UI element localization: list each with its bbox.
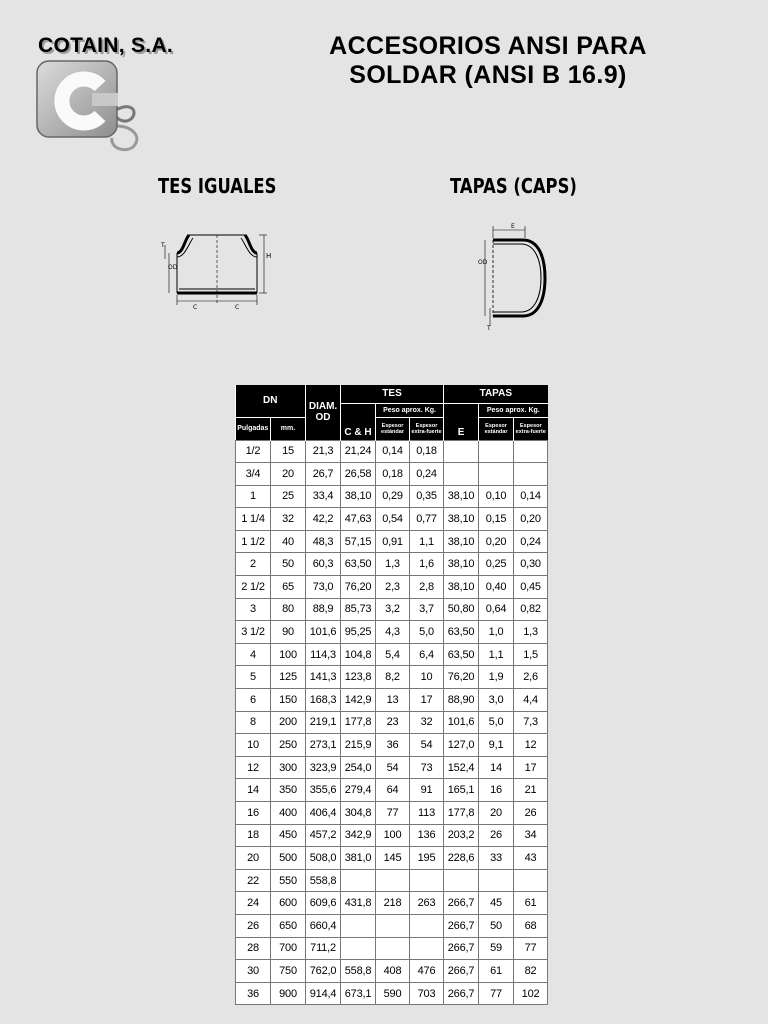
- cell-tes-estandar: 590: [376, 982, 410, 1005]
- tee-label-c2: C: [235, 304, 240, 311]
- cell-tapas-estandar: 3,0: [479, 689, 514, 712]
- cell-pulgadas: 12: [236, 756, 271, 779]
- cell-tes-extra: [410, 937, 444, 960]
- cell-tes-estandar: 0,18: [376, 463, 410, 486]
- cell-diam-od: 508,0: [306, 847, 341, 870]
- cell-tes-extra: 6,4: [410, 643, 444, 666]
- cell-tes-ch: 177,8: [341, 711, 376, 734]
- cell-tes-estandar: 23: [376, 711, 410, 734]
- header-tapas-estandar-l1: Espesor: [485, 422, 507, 429]
- cell-tes-ch: 47,63: [341, 508, 376, 531]
- cell-tes-extra: 1,1: [410, 530, 444, 553]
- cell-tapas-extra: 34: [514, 824, 548, 847]
- cell-diam-od: 101,6: [306, 621, 341, 644]
- cell-pulgadas: 6: [236, 689, 271, 712]
- cell-tes-extra: 0,18: [410, 440, 444, 463]
- cell-tapas-extra: 43: [514, 847, 548, 870]
- cell-diam-od: 323,9: [306, 756, 341, 779]
- cell-pulgadas: 18: [236, 824, 271, 847]
- cell-diam-od: 114,3: [306, 643, 341, 666]
- cell-tapas-e: 266,7: [444, 982, 479, 1005]
- cell-tes-ch: 254,0: [341, 756, 376, 779]
- cell-mm: 500: [271, 847, 306, 870]
- cell-pulgadas: 2 1/2: [236, 576, 271, 599]
- cell-tapas-extra: 0,45: [514, 576, 548, 599]
- cell-tes-extra: 17: [410, 689, 444, 712]
- header-tapas-estandar-l2: estándar: [484, 428, 508, 435]
- cell-mm: 450: [271, 824, 306, 847]
- header-diam-line1: DIAM.: [308, 401, 338, 413]
- cell-tes-ch: 558,8: [341, 960, 376, 983]
- cell-tapas-estandar: 33: [479, 847, 514, 870]
- cell-tes-estandar: 0,14: [376, 440, 410, 463]
- cell-mm: 550: [271, 869, 306, 892]
- cell-diam-od: 457,2: [306, 824, 341, 847]
- header-diam: [306, 385, 341, 440]
- cell-mm: 25: [271, 485, 306, 508]
- table-row: [236, 847, 548, 870]
- cell-tes-ch: 38,10: [341, 485, 376, 508]
- cell-tapas-extra: 12: [514, 734, 548, 757]
- table-row: [236, 802, 548, 825]
- tee-diagram: [155, 225, 275, 315]
- cell-pulgadas: 20: [236, 847, 271, 870]
- cell-diam-od: 762,0: [306, 960, 341, 983]
- cell-tapas-e: 101,6: [444, 711, 479, 734]
- cell-tes-estandar: [376, 937, 410, 960]
- cell-diam-od: 558,8: [306, 869, 341, 892]
- cell-tes-estandar: 8,2: [376, 666, 410, 689]
- cell-tes-ch: 342,9: [341, 824, 376, 847]
- cell-pulgadas: 1 1/2: [236, 530, 271, 553]
- cell-tapas-extra: 77: [514, 937, 548, 960]
- header-e: E: [444, 403, 479, 440]
- header-tes-extra: [410, 417, 444, 440]
- cell-diam-od: 141,3: [306, 666, 341, 689]
- header-diam-line2: OD: [315, 412, 331, 424]
- cell-diam-od: 219,1: [306, 711, 341, 734]
- cell-diam-od: 21,3: [306, 440, 341, 463]
- cell-tapas-e: 266,7: [444, 892, 479, 915]
- header-dn: DN: [236, 385, 306, 417]
- cell-tes-estandar: 5,4: [376, 643, 410, 666]
- cell-tes-estandar: 4,3: [376, 621, 410, 644]
- cell-tapas-extra: 7,3: [514, 711, 548, 734]
- table-row: [236, 621, 548, 644]
- cell-tes-ch: 142,9: [341, 689, 376, 712]
- cell-tapas-estandar: 1,0: [479, 621, 514, 644]
- table-row: [236, 824, 548, 847]
- cell-mm: 32: [271, 508, 306, 531]
- cell-tapas-extra: 0,30: [514, 553, 548, 576]
- table-row: [236, 711, 548, 734]
- cell-tapas-estandar: 0,25: [479, 553, 514, 576]
- cell-diam-od: 42,2: [306, 508, 341, 531]
- cell-pulgadas: 2: [236, 553, 271, 576]
- cell-diam-od: 711,2: [306, 937, 341, 960]
- cell-diam-od: 914,4: [306, 982, 341, 1005]
- cell-tapas-extra: [514, 869, 548, 892]
- cell-pulgadas: 16: [236, 802, 271, 825]
- cell-tapas-e: 165,1: [444, 779, 479, 802]
- cell-mm: 650: [271, 914, 306, 937]
- cell-pulgadas: 3 1/2: [236, 621, 271, 644]
- cell-diam-od: 273,1: [306, 734, 341, 757]
- table-row: [236, 463, 548, 486]
- cell-tes-estandar: 13: [376, 689, 410, 712]
- cell-tapas-estandar: 0,40: [479, 576, 514, 599]
- cell-tapas-e: 38,10: [444, 485, 479, 508]
- cell-mm: 700: [271, 937, 306, 960]
- cell-tes-extra: 136: [410, 824, 444, 847]
- cell-tapas-e: 76,20: [444, 666, 479, 689]
- cell-tes-estandar: 145: [376, 847, 410, 870]
- header-tes-estandar: [376, 417, 410, 440]
- cell-mm: 20: [271, 463, 306, 486]
- cell-tes-ch: 304,8: [341, 802, 376, 825]
- cell-pulgadas: 10: [236, 734, 271, 757]
- cell-tes-extra: 1,6: [410, 553, 444, 576]
- header-peso-tes: Peso aprox. Kg.: [376, 403, 444, 417]
- tee-label-t: T: [161, 242, 165, 249]
- cell-tapas-e: 127,0: [444, 734, 479, 757]
- cell-pulgadas: 1/2: [236, 440, 271, 463]
- cell-tapas-extra: 1,3: [514, 621, 548, 644]
- cell-tes-extra: 195: [410, 847, 444, 870]
- cell-tapas-extra: [514, 463, 548, 486]
- cell-tapas-e: [444, 440, 479, 463]
- section-title-tapas: TAPAS (CAPS): [450, 174, 577, 198]
- cell-tes-ch: 76,20: [341, 576, 376, 599]
- cap-diagram: [475, 218, 555, 333]
- cell-tapas-estandar: 9,1: [479, 734, 514, 757]
- cell-tes-estandar: 0,91: [376, 530, 410, 553]
- cell-tapas-e: 38,10: [444, 553, 479, 576]
- cell-tes-estandar: 36: [376, 734, 410, 757]
- specification-table: [235, 385, 548, 1005]
- cell-mm: 250: [271, 734, 306, 757]
- cell-tapas-estandar: 1,1: [479, 643, 514, 666]
- title-line-2: SOLDAR (ANSI B 16.9): [349, 61, 627, 89]
- cell-diam-od: 355,6: [306, 779, 341, 802]
- cell-tapas-estandar: 0,10: [479, 485, 514, 508]
- cell-tapas-estandar: 59: [479, 937, 514, 960]
- cell-tapas-extra: 0,82: [514, 598, 548, 621]
- cell-tes-extra: 476: [410, 960, 444, 983]
- cell-tapas-estandar: 61: [479, 960, 514, 983]
- cell-tes-estandar: 408: [376, 960, 410, 983]
- cell-tes-extra: 10: [410, 666, 444, 689]
- header-tes-extra-l1: Espesor: [415, 422, 438, 429]
- header-ch: C & H: [341, 403, 376, 440]
- cell-tes-ch: 95,25: [341, 621, 376, 644]
- table-row: [236, 960, 548, 983]
- cell-tapas-e: 266,7: [444, 914, 479, 937]
- cell-tes-estandar: [376, 914, 410, 937]
- cap-label-od: OD: [478, 259, 488, 266]
- cell-tes-extra: 32: [410, 711, 444, 734]
- cell-pulgadas: 36: [236, 982, 271, 1005]
- cell-tes-extra: 0,77: [410, 508, 444, 531]
- cell-tes-ch: [341, 869, 376, 892]
- header-mm: mm.: [271, 417, 306, 440]
- cell-tes-extra: 91: [410, 779, 444, 802]
- cell-tapas-e: 177,8: [444, 802, 479, 825]
- cell-tes-extra: 0,24: [410, 463, 444, 486]
- cell-tes-ch: [341, 914, 376, 937]
- tee-label-c1: C: [193, 304, 198, 311]
- cap-label-e: E: [511, 223, 515, 230]
- cell-tapas-e: 88,90: [444, 689, 479, 712]
- cell-tes-extra: 73: [410, 756, 444, 779]
- cell-pulgadas: 1 1/4: [236, 508, 271, 531]
- cell-mm: 900: [271, 982, 306, 1005]
- cell-tes-extra: 0,35: [410, 485, 444, 508]
- cell-tapas-e: [444, 463, 479, 486]
- header-tes-estandar-l1: Espesor: [381, 422, 404, 429]
- cell-mm: 50: [271, 553, 306, 576]
- table-row: [236, 530, 548, 553]
- cell-tapas-extra: 0,14: [514, 485, 548, 508]
- table-row: [236, 869, 548, 892]
- cell-tes-ch: 26,58: [341, 463, 376, 486]
- cell-pulgadas: 1: [236, 485, 271, 508]
- table-row: [236, 576, 548, 599]
- cell-mm: 600: [271, 892, 306, 915]
- cell-diam-od: 406,4: [306, 802, 341, 825]
- cap-label-t: T: [487, 325, 491, 332]
- table-row: [236, 982, 548, 1005]
- cell-tes-ch: 279,4: [341, 779, 376, 802]
- header-tapas-extra-l1: Espesor: [519, 422, 542, 429]
- cell-tapas-extra: 0,20: [514, 508, 548, 531]
- cell-mm: 150: [271, 689, 306, 712]
- cell-tes-estandar: 64: [376, 779, 410, 802]
- cell-tapas-estandar: 77: [479, 982, 514, 1005]
- cell-tes-extra: 5,0: [410, 621, 444, 644]
- cell-pulgadas: 14: [236, 779, 271, 802]
- table-row: [236, 756, 548, 779]
- cell-tes-extra: 54: [410, 734, 444, 757]
- cell-tapas-estandar: 45: [479, 892, 514, 915]
- cell-tapas-extra: 102: [514, 982, 548, 1005]
- cell-mm: 40: [271, 530, 306, 553]
- header-tes: TES: [341, 385, 444, 403]
- cell-tapas-e: 38,10: [444, 508, 479, 531]
- cell-tes-estandar: 1,3: [376, 553, 410, 576]
- cell-tes-ch: 21,24: [341, 440, 376, 463]
- cell-tapas-e: [444, 869, 479, 892]
- cell-tapas-extra: 0,24: [514, 530, 548, 553]
- cell-tes-extra: 113: [410, 802, 444, 825]
- cell-mm: 300: [271, 756, 306, 779]
- cell-pulgadas: 26: [236, 914, 271, 937]
- tee-label-od: OD: [168, 264, 178, 271]
- cell-tes-estandar: 100: [376, 824, 410, 847]
- table-row: [236, 689, 548, 712]
- table-row: [236, 734, 548, 757]
- cell-pulgadas: 28: [236, 937, 271, 960]
- cell-pulgadas: 3: [236, 598, 271, 621]
- cell-tes-estandar: 0,54: [376, 508, 410, 531]
- cell-tes-estandar: 2,3: [376, 576, 410, 599]
- cell-tapas-estandar: 14: [479, 756, 514, 779]
- cell-mm: 750: [271, 960, 306, 983]
- cell-pulgadas: 24: [236, 892, 271, 915]
- cell-tes-ch: 381,0: [341, 847, 376, 870]
- header-tapas-estandar: [479, 417, 514, 440]
- cell-diam-od: 609,6: [306, 892, 341, 915]
- cell-tapas-e: 63,50: [444, 621, 479, 644]
- cell-diam-od: 60,3: [306, 553, 341, 576]
- cell-tapas-estandar: 0,64: [479, 598, 514, 621]
- cell-tapas-e: 266,7: [444, 937, 479, 960]
- table-row: [236, 666, 548, 689]
- cell-tapas-extra: 82: [514, 960, 548, 983]
- header-tapas-extra-l2: extra-fuerte: [515, 428, 546, 435]
- cell-tes-ch: [341, 937, 376, 960]
- cell-pulgadas: 3/4: [236, 463, 271, 486]
- cell-tapas-extra: 4,4: [514, 689, 548, 712]
- header-tes-estandar-l2: estándar: [381, 428, 404, 435]
- table-row: [236, 508, 548, 531]
- cell-tes-extra: 263: [410, 892, 444, 915]
- cell-pulgadas: 5: [236, 666, 271, 689]
- cell-tapas-estandar: 0,15: [479, 508, 514, 531]
- cell-tes-ch: 63,50: [341, 553, 376, 576]
- cell-tapas-e: 203,2: [444, 824, 479, 847]
- cell-tes-estandar: 54: [376, 756, 410, 779]
- cell-tapas-extra: 1,5: [514, 643, 548, 666]
- cell-tes-estandar: 0,29: [376, 485, 410, 508]
- table-row: [236, 598, 548, 621]
- cell-tapas-estandar: 50: [479, 914, 514, 937]
- cell-diam-od: 33,4: [306, 485, 341, 508]
- cell-tapas-extra: 26: [514, 802, 548, 825]
- cell-tapas-e: 38,10: [444, 576, 479, 599]
- cell-tapas-estandar: 0,20: [479, 530, 514, 553]
- table-row: [236, 440, 548, 463]
- cell-tes-extra: 3,7: [410, 598, 444, 621]
- cell-tes-estandar: 77: [376, 802, 410, 825]
- cell-tapas-e: 38,10: [444, 530, 479, 553]
- cell-tapas-e: 266,7: [444, 960, 479, 983]
- cell-tes-estandar: [376, 869, 410, 892]
- cell-tes-estandar: 218: [376, 892, 410, 915]
- cell-tapas-estandar: [479, 440, 514, 463]
- cell-tapas-e: 50,80: [444, 598, 479, 621]
- cell-mm: 15: [271, 440, 306, 463]
- cell-tapas-estandar: 1,9: [479, 666, 514, 689]
- cell-pulgadas: 8: [236, 711, 271, 734]
- cell-tes-extra: 703: [410, 982, 444, 1005]
- cell-mm: 80: [271, 598, 306, 621]
- cell-tes-estandar: 3,2: [376, 598, 410, 621]
- cell-mm: 125: [271, 666, 306, 689]
- cell-tapas-estandar: 16: [479, 779, 514, 802]
- cell-mm: 400: [271, 802, 306, 825]
- cell-pulgadas: 4: [236, 643, 271, 666]
- header-peso-tapas: Peso aprox. Kg.: [479, 403, 548, 417]
- cell-tes-ch: 85,73: [341, 598, 376, 621]
- cell-diam-od: 26,7: [306, 463, 341, 486]
- cell-tes-extra: 2,8: [410, 576, 444, 599]
- cell-tapas-estandar: 20: [479, 802, 514, 825]
- main-title: [268, 32, 708, 90]
- cell-tapas-estandar: [479, 869, 514, 892]
- company-name: COTAIN, S.A.: [38, 34, 174, 57]
- cell-tapas-estandar: 5,0: [479, 711, 514, 734]
- cell-tes-extra: [410, 914, 444, 937]
- cell-tes-ch: 673,1: [341, 982, 376, 1005]
- company-logo: [34, 58, 152, 158]
- table-row: [236, 779, 548, 802]
- cell-mm: 65: [271, 576, 306, 599]
- cell-tapas-extra: 61: [514, 892, 548, 915]
- header-tapas-extra: [514, 417, 548, 440]
- cell-tes-ch: 215,9: [341, 734, 376, 757]
- table-body: [236, 440, 548, 1005]
- title-line-1: ACCESORIOS ANSI PARA: [329, 32, 647, 60]
- table-row: [236, 485, 548, 508]
- cell-mm: 200: [271, 711, 306, 734]
- cell-tapas-e: 152,4: [444, 756, 479, 779]
- cell-diam-od: 168,3: [306, 689, 341, 712]
- table-row: [236, 937, 548, 960]
- cell-mm: 90: [271, 621, 306, 644]
- table-row: [236, 914, 548, 937]
- header-pulgadas: Pulgadas: [236, 417, 271, 440]
- cell-pulgadas: 22: [236, 869, 271, 892]
- cell-tes-ch: 104,8: [341, 643, 376, 666]
- tee-label-h: H: [266, 252, 272, 260]
- table-row: [236, 643, 548, 666]
- cell-diam-od: 88,9: [306, 598, 341, 621]
- cell-tes-ch: 431,8: [341, 892, 376, 915]
- cell-tapas-e: 228,6: [444, 847, 479, 870]
- section-title-tes: TES IGUALES: [158, 174, 277, 198]
- cell-tapas-extra: [514, 440, 548, 463]
- cell-mm: 100: [271, 643, 306, 666]
- cell-tes-ch: 57,15: [341, 530, 376, 553]
- cell-diam-od: 660,4: [306, 914, 341, 937]
- cell-tes-ch: 123,8: [341, 666, 376, 689]
- cell-tes-extra: [410, 869, 444, 892]
- cell-tapas-extra: 2,6: [514, 666, 548, 689]
- header-tapas: TAPAS: [444, 385, 548, 403]
- cell-tapas-extra: 17: [514, 756, 548, 779]
- header-tes-extra-l2: extra-fuerte: [411, 428, 442, 435]
- cell-tapas-e: 63,50: [444, 643, 479, 666]
- table-row: [236, 553, 548, 576]
- cell-pulgadas: 30: [236, 960, 271, 983]
- cell-diam-od: 73,0: [306, 576, 341, 599]
- table-row: [236, 892, 548, 915]
- cell-tapas-extra: 68: [514, 914, 548, 937]
- cell-diam-od: 48,3: [306, 530, 341, 553]
- cell-tapas-estandar: 26: [479, 824, 514, 847]
- cell-tapas-extra: 21: [514, 779, 548, 802]
- cell-mm: 350: [271, 779, 306, 802]
- cell-tapas-estandar: [479, 463, 514, 486]
